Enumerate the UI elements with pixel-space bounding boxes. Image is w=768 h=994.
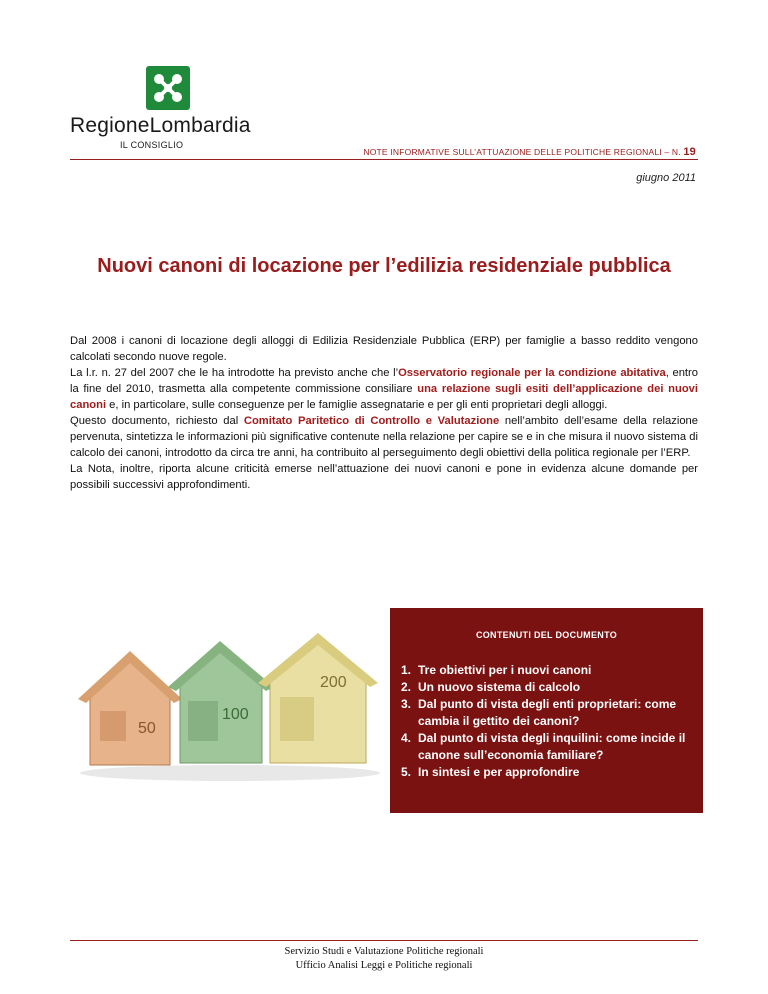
document-title: Nuovi canoni di locazione per l’edilizia residenziale pubblica — [97, 255, 671, 277]
logo-subtitle: IL CONSIGLIO — [120, 140, 184, 150]
footer-line-2: Ufficio Analisi Leggi e Politiche regionali — [295, 960, 473, 971]
footer-line-1: Servizio Studi e Valutazione Politiche regionali — [284, 946, 484, 957]
intro-paragraph-3: Questo documento, richiesto dal Comitato Paritetico di Controllo e Valutazione nell’ambito dell’esame della relazione pervenuta, sintetizza le informazioni più significative contenute nella relazione per capire se e in che misura il nuovo sistema di calcolo dei canoni, introdotto da circa tre anni, ha contribuito al perseguimento degli obiettivi della politica regionale per l’ERP. — [70, 415, 698, 459]
banknote-houses-image — [70, 615, 388, 785]
footer-divider — [70, 940, 698, 941]
intro-paragraph-1: Dal 2008 i canoni di locazione degli alloggi di Edilizia Residenziale Pubblica (ERP) per famiglie a basso reddito vengono calcolati secondo nuove regole. — [70, 335, 698, 363]
intro-paragraph-2: La l.r. n. 27 del 2007 che le ha introdotte ha previsto anche che l’Osservatorio regionale per la condizione abitativa, entro la fine del 2010, trasmetta alla competente commissione consiliare una relazione sugli esiti dell’applicazione dei nuovi canoni e, in particolare, sulle conseguenze per le famiglie assegnatarie e per gli enti proprietari degli alloggi. — [70, 367, 699, 411]
toc-item[interactable]: 5. In sintesi e per approfondire — [401, 765, 580, 779]
svg-text:50: 50 — [138, 720, 156, 737]
footer — [70, 945, 698, 973]
highlight-comitato: Comitato Paritetico di Controllo e Valutazione — [243, 415, 500, 427]
svg-text:200: 200 — [320, 674, 347, 691]
logo-mark-icon — [146, 66, 190, 110]
highlight-relazione: una relazione sugli esiti dell’applicazione dei nuovi canoni — [70, 383, 699, 411]
svg-text:100: 100 — [222, 706, 249, 723]
toc-list — [390, 662, 703, 781]
intro-paragraph-4: La Nota, inoltre, riporta alcune criticità emerse nell’attuazione dei nuovi canoni e pone in evidenza alcune domande per possibili successivi approfondimenti. — [70, 463, 698, 491]
publication-date: giugno 2011 — [636, 172, 696, 184]
regione-lombardia-logo — [70, 66, 266, 150]
highlight-osservatorio: Osservatorio regionale per la condizione abitativa — [398, 367, 666, 379]
intro-text — [70, 333, 698, 493]
toc-item[interactable]: 1. Tre obiettivi per i nuovi canoni — [401, 663, 592, 677]
series-label: NOTE INFORMATIVE SULL’ATTUAZIONE DELLE POLITICHE REGIONALI – N. 19 — [363, 146, 696, 158]
series-number: 19 — [683, 146, 696, 158]
toc-title: CONTENUTI DEL DOCUMENTO — [475, 630, 618, 640]
logo-name: RegioneLombardia — [70, 114, 251, 137]
table-of-contents — [390, 608, 703, 813]
toc-item[interactable]: 4. Dal punto di vista degli inquilini: come incide il canone sull’economia familiare? — [401, 731, 686, 762]
toc-item[interactable]: 3. Dal punto di vista degli enti proprietari: come cambia il gettito dei canoni? — [401, 697, 677, 728]
header-divider — [70, 159, 698, 160]
toc-item[interactable]: 2. Un nuovo sistema di calcolo — [401, 680, 581, 694]
